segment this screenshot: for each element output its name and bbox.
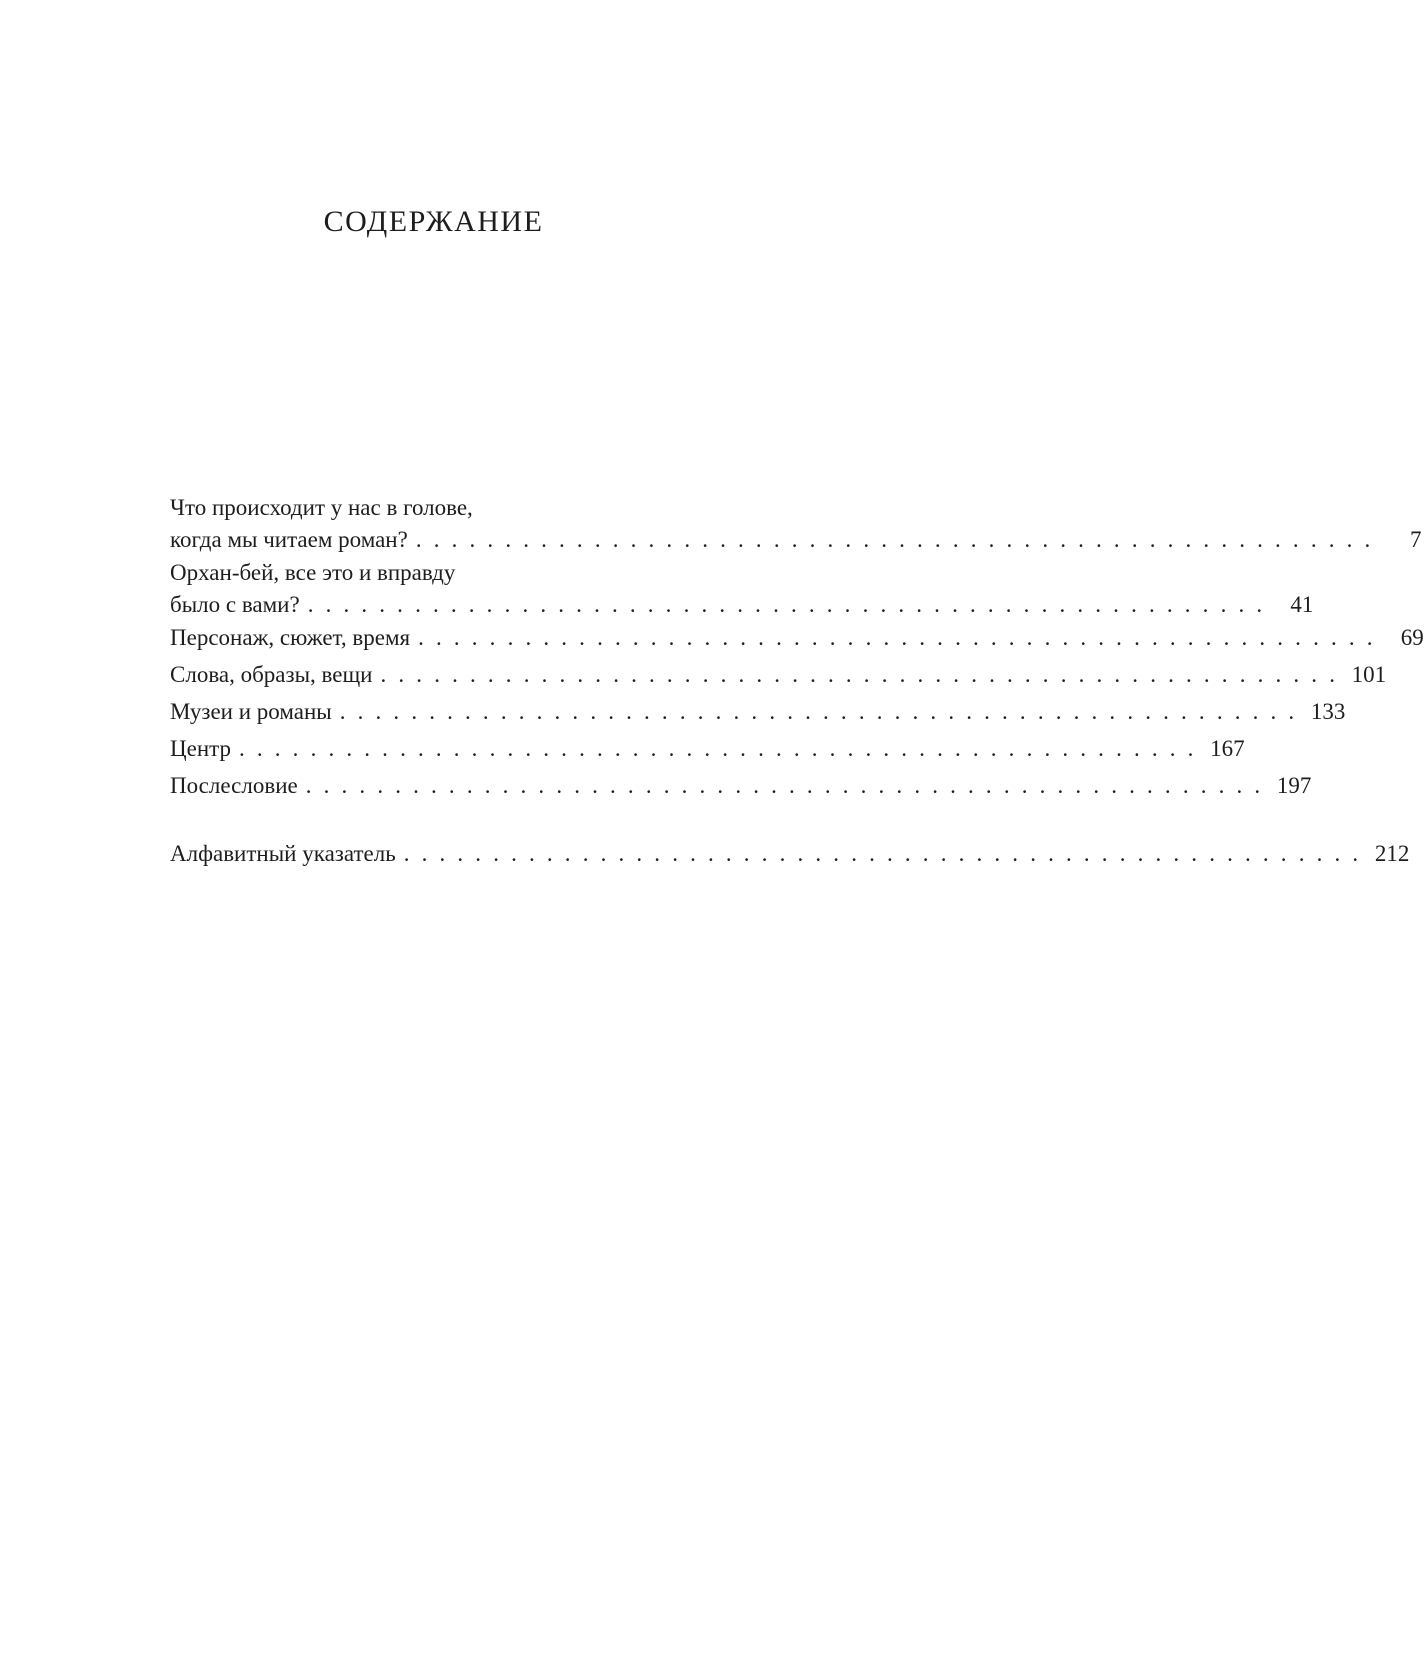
toc-entry[interactable] — [170, 622, 1424, 654]
toc-entry-title: Музеи и романы — [170, 699, 332, 724]
page-title: СОДЕРЖАНИЕ — [323, 205, 544, 238]
dot-leader: . . . . . . . . . . . . . . . . . . . . . . . . . . . . . . . . . . . . . . . . . . . . . . . . . . . . . . — [238, 736, 1197, 761]
toc-entry-title-line1: Что происходит у нас в голове, — [170, 495, 473, 520]
toc-entry[interactable] — [170, 770, 1312, 802]
toc-entry-title: Центр — [170, 736, 231, 761]
toc-page-number: 197 — [1276, 773, 1312, 798]
toc-entry[interactable] — [170, 492, 1422, 556]
toc-entry-title: было с вами? — [170, 592, 300, 617]
dot-leader: . . . . . . . . . . . . . . . . . . . . . . . . . . . . . . . . . . . . . . . . . . . . . . . . . . . . . . — [305, 773, 1264, 798]
dot-leader: . . . . . . . . . . . . . . . . . . . . . . . . . . . . . . . . . . . . . . . . . . . . . . . . . . . . . . — [307, 592, 1266, 617]
dot-leader: . . . . . . . . . . . . . . . . . . . . . . . . . . . . . . . . . . . . . . . . . . . . . . . . . . . . . . — [339, 699, 1298, 724]
toc-page-number: 101 — [1351, 662, 1387, 687]
dot-leader: . . . . . . . . . . . . . . . . . . . . . . . . . . . . . . . . . . . . . . . . . . . . . . . . . . . . . . — [418, 625, 1376, 650]
toc-page-number: 7 — [1409, 527, 1422, 552]
toc-page-number: 133 — [1310, 699, 1346, 724]
dot-leader: . . . . . . . . . . . . . . . . . . . . . . . . . . . . . . . . . . . . . . . . . . . . . . . . . . . . . . — [403, 841, 1362, 866]
dot-leader: . . . . . . . . . . . . . . . . . . . . . . . . . . . . . . . . . . . . . . . . . . . . . . . . . . . . . . — [415, 527, 1374, 552]
dot-leader: . . . . . . . . . . . . . . . . . . . . . . . . . . . . . . . . . . . . . . . . . . . . . . . . . . . . . . — [380, 662, 1339, 687]
toc-entry[interactable] — [170, 659, 1387, 691]
toc-entry-title: Слова, образы, вещи — [170, 662, 373, 687]
toc-entry-title: Послесловие — [170, 773, 298, 798]
toc-entry[interactable] — [170, 557, 1314, 621]
toc-entry-title: Персонаж, сюжет, время — [170, 625, 411, 650]
toc-entry[interactable] — [170, 696, 1346, 728]
toc-entry-title: Алфавитный указатель — [170, 841, 396, 866]
toc-page-number: 212 — [1374, 841, 1410, 866]
toc-entry-title-line1: Орхан-бей, все это и вправду — [170, 560, 456, 585]
toc-entry[interactable] — [170, 838, 1410, 870]
toc-entry-title: когда мы читаем роман? — [170, 527, 408, 552]
toc-entry[interactable] — [170, 733, 1245, 765]
toc-page-number: 69 — [1400, 625, 1424, 650]
toc-page-number: 167 — [1210, 736, 1245, 761]
toc-page-number: 41 — [1290, 592, 1314, 617]
